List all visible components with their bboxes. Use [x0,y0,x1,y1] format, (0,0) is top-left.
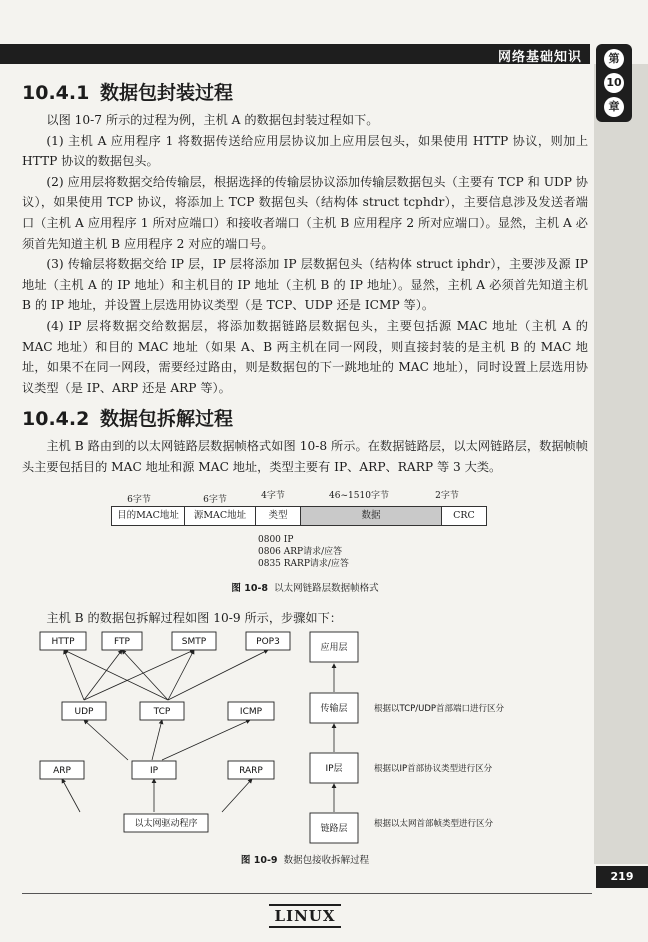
chapter-char-3: 章 [604,97,624,117]
type-code: 0800 IP [258,534,294,545]
paragraph: 主机 B 的数据包拆解过程如图 10-9 所示，步骤如下： [46,610,342,625]
chapter-tab [596,44,632,122]
section-title: 数据包拆解过程 [100,408,234,431]
section-title: 数据包封装过程 [100,82,234,104]
paragraph: (4) IP 层将数据交给数据层，将添加数据链路层数据包头，主要包括源 MAC 地址（主机 A 的 MAC 地址）和目的 MAC 地址（如果 A、B 两主机在同一网段，则直接封装的是主机 B 的 MAC 地址，如果不在同一网段，需要经过路由，则是数据包的下一跳地址的 MAC 地址），同时设置上层选用协议类型（是 IP、ARP 还是 ARP 等）。 [22,318,588,395]
section-number: 10.4.2 [22,408,90,431]
box-ip: IP [149,766,159,777]
size-label: 46~1510字节 [329,490,389,501]
side-strip [594,64,648,864]
paragraph: (1) 主机 A 应用程序 1 将数据传送给应用层协议加上应用层包头，如果使用 HTTP 协议，则加上 HTTP 协议的数据包头。 [22,133,588,169]
box-ftp: FTP [114,637,130,648]
caption-number: 图 10-9 [240,855,278,867]
size-label: 6字节 [127,494,151,505]
size-label: 4字节 [261,490,285,501]
section-heading-1 [22,80,588,106]
box-pop3: POP3 [256,637,280,648]
figure-10-9 [22,628,588,848]
layer-application: 应用层 [320,643,348,654]
layer-link: 链路层 [320,824,348,835]
note-transport: 根据以TCP/UDP首部端口进行区分 [374,704,505,715]
note-link: 根据以太网首部帧类型进行区分 [374,819,494,830]
arrows [62,650,334,812]
chapter-char-1: 第 [604,49,624,69]
frame-field-data: 数据 [300,506,442,526]
frame-field-type: 类型 [255,506,301,526]
paragraph: (3) 传输层将数据交给 IP 层，IP 层将添加 IP 层数据包头（结构体 struct iphdr），主要涉及源 IP 地址（主机 A 的 IP 地址）和主机目的 IP 地址（主机 B 的 IP 地址）。显然，主机 A 必须首先知道主机 B 的 IP 地址，并设置上层选用协议类型（是 TCP、UDP 还是 ICMP 等）。 [22,257,588,313]
figure-caption [22,580,588,594]
box-http: HTTP [51,637,75,648]
boxes [40,632,358,843]
paragraph: 主机 B 路由到的以太网链路层数据帧格式如图 10-8 所示。在数据链路层，以太网链路层，数据帧帧头主要包括目的 MAC 地址和源 MAC 地址，类型主要有 IP、ARP、RARP 等 3 大类。 [22,439,588,474]
box-udp: UDP [74,707,94,718]
frame-field-crc: CRC [441,506,487,526]
caption-text: 以太网链路层数据帧格式 [274,582,379,594]
type-code: 0835 RARP请求/应答 [258,558,349,569]
box-smtp: SMTP [181,637,207,648]
frame-field-src-mac: 源MAC地址 [184,506,256,526]
caption-number: 图 10-8 [231,582,269,594]
layer-transport: 传输层 [320,704,348,715]
paragraph: (2) 应用层将数据交给传输层，根据选择的传输层协议添加传输层数据包头（主要有 TCP 和 UDP 协议），如果使用 TCP 协议，将添加上 TCP 数据包头（结构体 struct tcphdr），主要信息涉及发送者端口（主机 A 应用程序 1 所对应端口）和接收者端口（主机 B 应用程序 2 所对应端口）。显然，主机 A 必须首先知道主机 B 应用程序 2 对应的端口号。 [22,174,588,251]
box-ethernet-driver: 以太网驱动程序 [134,819,198,830]
box-icmp: ICMP [239,707,263,718]
size-label: 6字节 [203,494,227,505]
paragraph: 以图 10-7 所示的过程为例，主机 A 的数据包封装过程如下。 [46,113,379,127]
page-number: 219 [596,866,648,888]
running-header-title: 网络基础知识 [497,50,582,65]
box-arp: ARP [53,766,71,777]
frame-field-dest-mac: 目的MAC地址 [111,506,185,526]
linux-logo: LINUX [269,904,341,928]
protocol-stack-diagram [22,628,588,848]
layer-ip: IP层 [325,764,343,775]
figure-10-8 [22,478,588,598]
caption-text: 数据包接收拆解过程 [283,855,370,867]
chapter-char-2: 10 [604,73,624,93]
box-rarp: RARP [239,766,263,777]
section-heading-2 [22,406,588,432]
footer-rule [22,893,592,894]
box-tcp: TCP [153,707,171,718]
page-content [22,80,588,866]
size-label: 2字节 [435,490,459,501]
type-codes [258,534,349,570]
type-code: 0806 ARP请求/应答 [258,546,343,557]
section-number: 10.4.1 [22,82,90,104]
note-ip: 根据以IP首部协议类型进行区分 [374,764,493,775]
figure-caption [22,852,588,866]
